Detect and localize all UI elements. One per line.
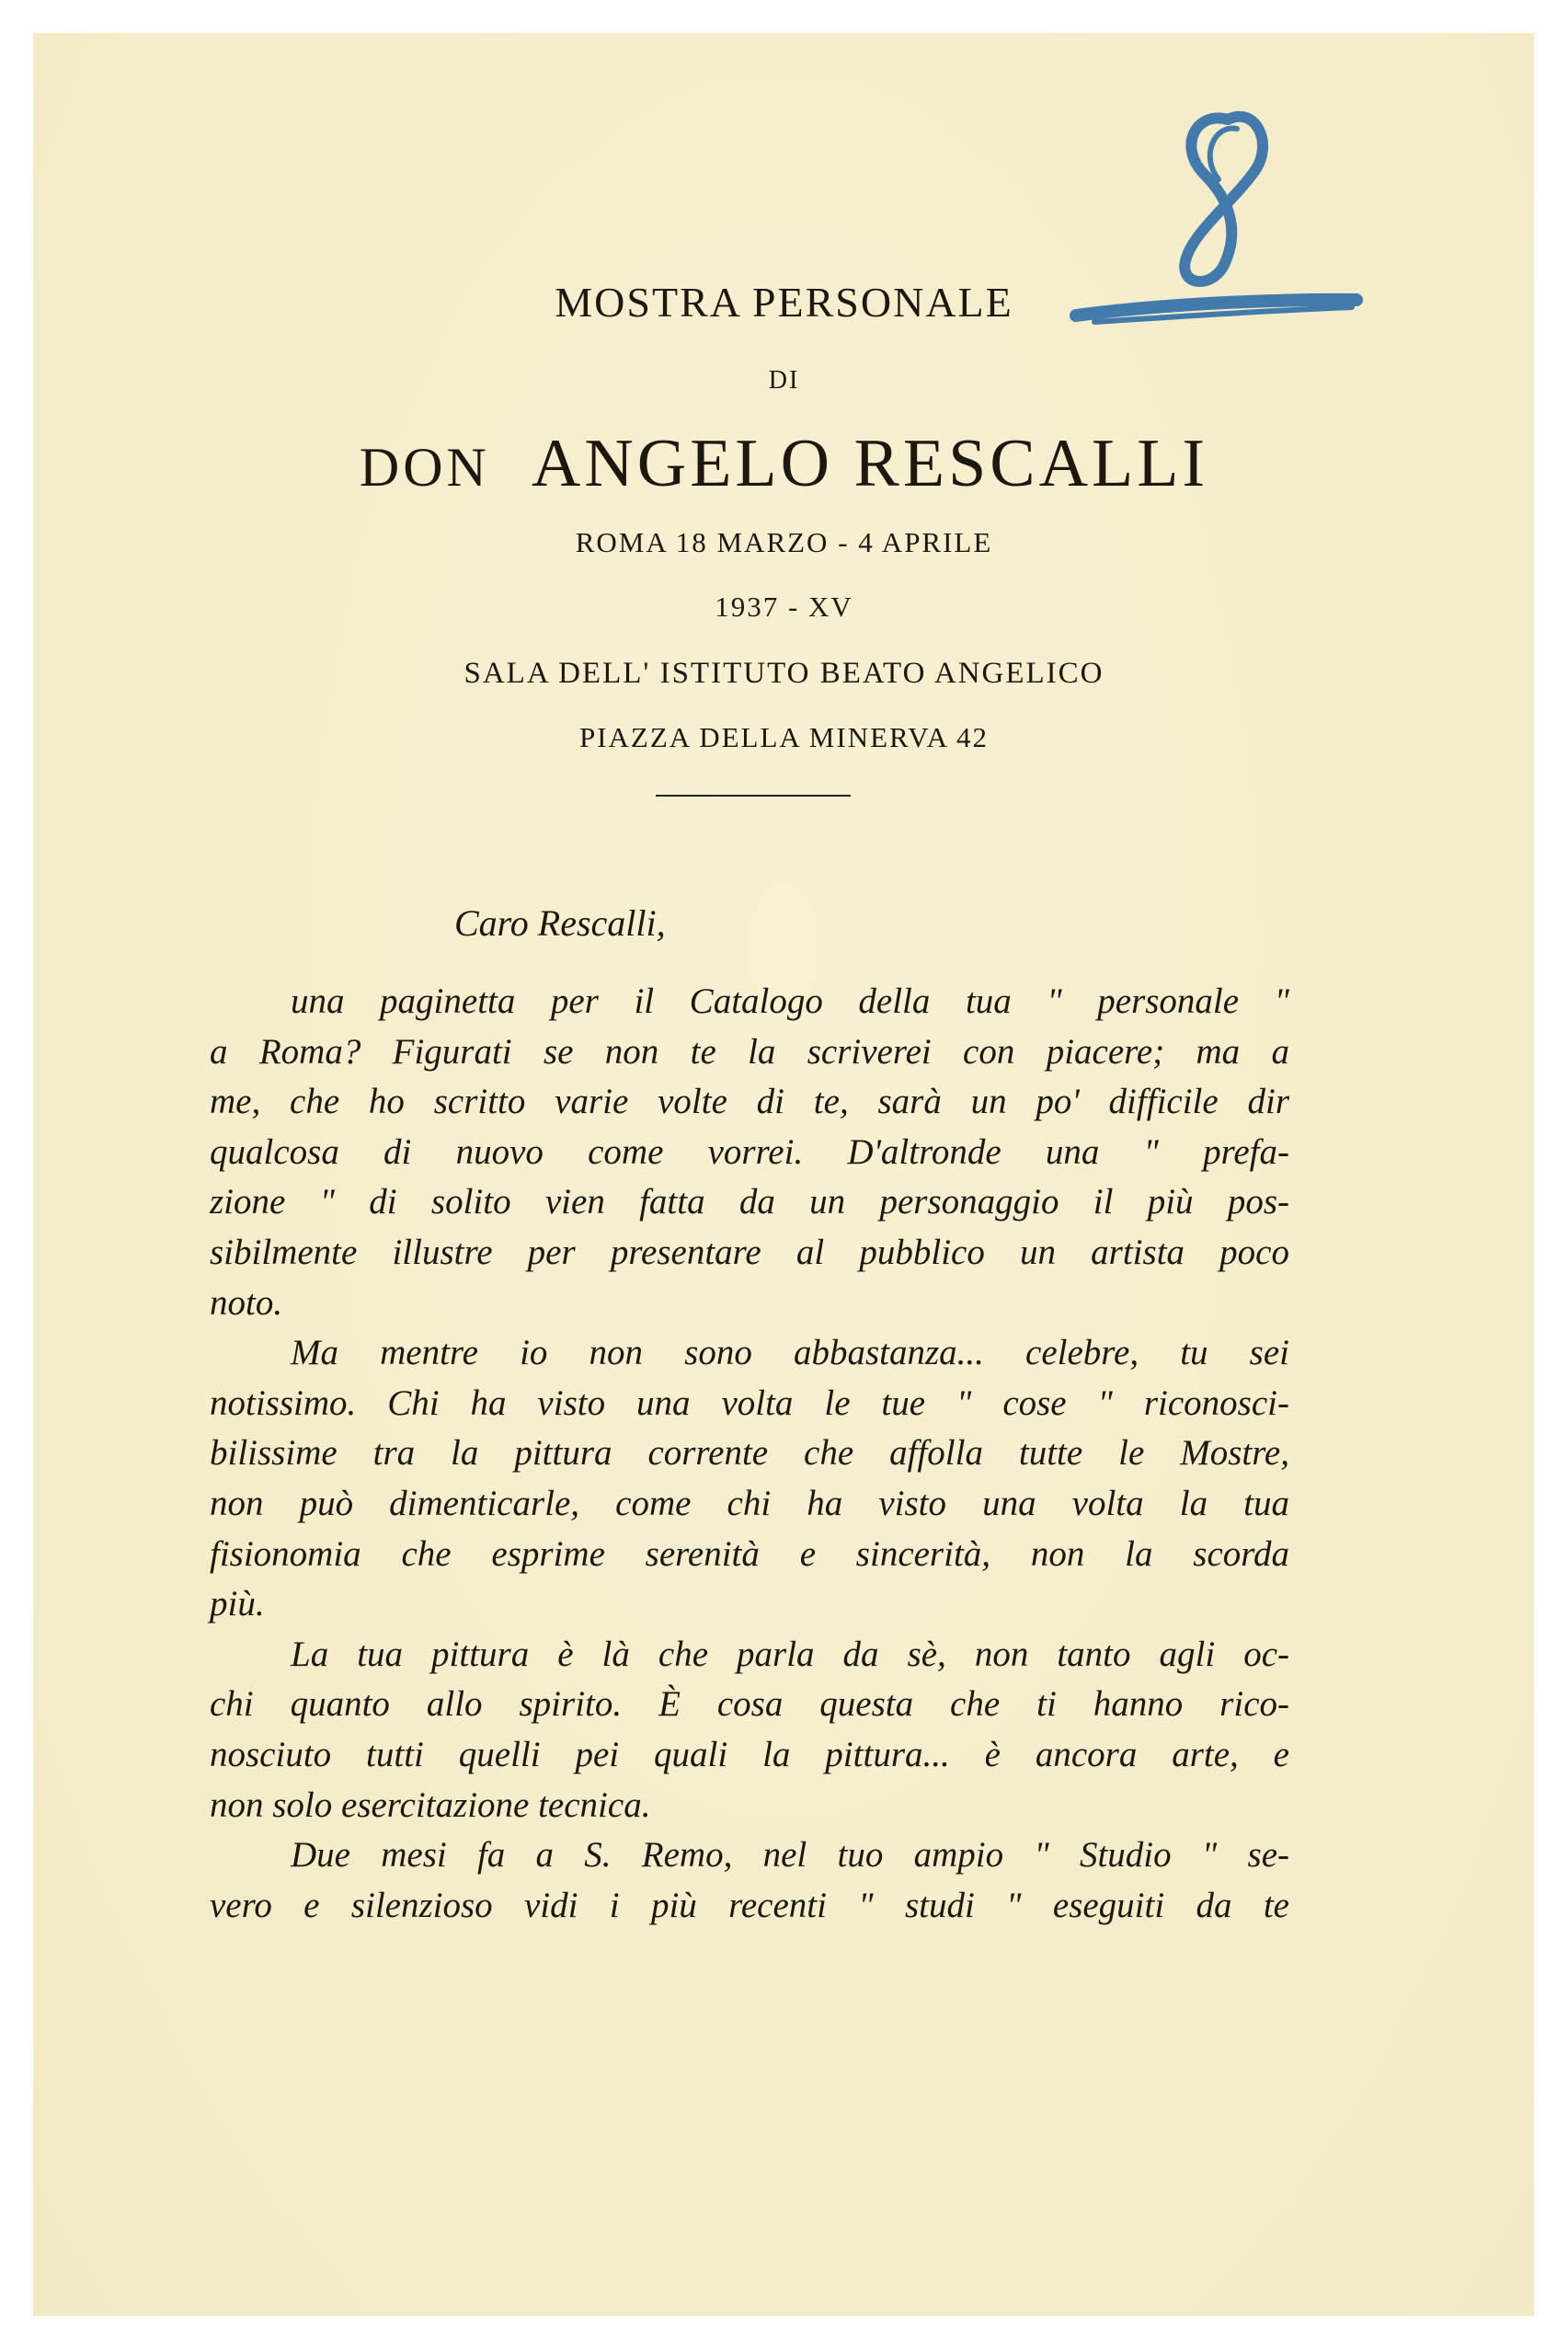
name-main: ANGELO RESCALLI — [531, 426, 1209, 501]
exhibition-dates: ROMA 18 MARZO - 4 APRILE — [575, 526, 993, 558]
letter-line: zione " di solito vien fatta da un personaggio il più pos- — [210, 1182, 1289, 1222]
letter-line: a Roma? Figurati se non te la scriverei con piacere; ma a — [210, 1031, 1289, 1072]
title-connector: DI — [768, 366, 800, 395]
letter-line: La tua pittura è là che parla da sè, non tanto agli oc- — [291, 1634, 1289, 1674]
letter-line: non può dimenticarle, come chi ha visto una volta la tua — [210, 1483, 1289, 1523]
exhibition-year: 1937 - XV — [715, 591, 853, 623]
name-prefix: DON — [359, 437, 490, 498]
letter-line: più. — [210, 1584, 265, 1624]
letter-line: chi quanto allo spirito. È cosa questa che ti hanno rico- — [210, 1684, 1289, 1725]
letter-line: noto. — [210, 1282, 283, 1323]
letter-line: vero e silenzioso vidi i più recenti " studi " eseguiti da te — [210, 1885, 1289, 1925]
artist-name — [0, 425, 1568, 503]
letter-line: nosciuto tutti quelli pei quali la pittura... è ancora arte, e — [210, 1734, 1289, 1774]
divider-rule — [656, 795, 851, 797]
letter-line: qualcosa di nuovo come vorrei. D'altronde una " prefa- — [210, 1131, 1289, 1172]
exhibition-address: PIAZZA DELLA MINERVA 42 — [578, 721, 990, 753]
exhibition-title: MOSTRA PERSONALE — [555, 279, 1013, 326]
letter-line: non solo esercitazione tecnica. — [210, 1784, 651, 1825]
letter-line: notissimo. Chi ha visto una volta le tue " cose " riconosci- — [210, 1383, 1289, 1423]
letter-line: bilissime tra la pittura corrente che affolla tutte le Mostre, — [210, 1433, 1289, 1474]
exhibition-venue: SALA DELL' ISTITUTO BEATO ANGELICO — [464, 657, 1104, 690]
letter-line: sibilmente illustre per presentare al pubblico un artista poco — [210, 1232, 1289, 1272]
letter-body — [210, 977, 1289, 1931]
letter-line: una paginetta per il Catalogo della tua " personale " — [291, 981, 1289, 1021]
letter-salutation: Caro Rescalli, — [454, 902, 666, 944]
letter-line: fisionomia che esprime serenità e sincerità, non la scorda — [210, 1533, 1289, 1574]
letter-line: Ma mentre io non sono abbastanza... celebre, tu sei — [291, 1333, 1289, 1373]
handwritten-number-annotation — [1058, 92, 1370, 354]
letter-line: Due mesi fa a S. Remo, nel tuo ampio " Studio " se- — [291, 1835, 1289, 1876]
letter-line: me, che ho scritto varie volte di te, sarà un po' difficile dir — [210, 1082, 1289, 1122]
